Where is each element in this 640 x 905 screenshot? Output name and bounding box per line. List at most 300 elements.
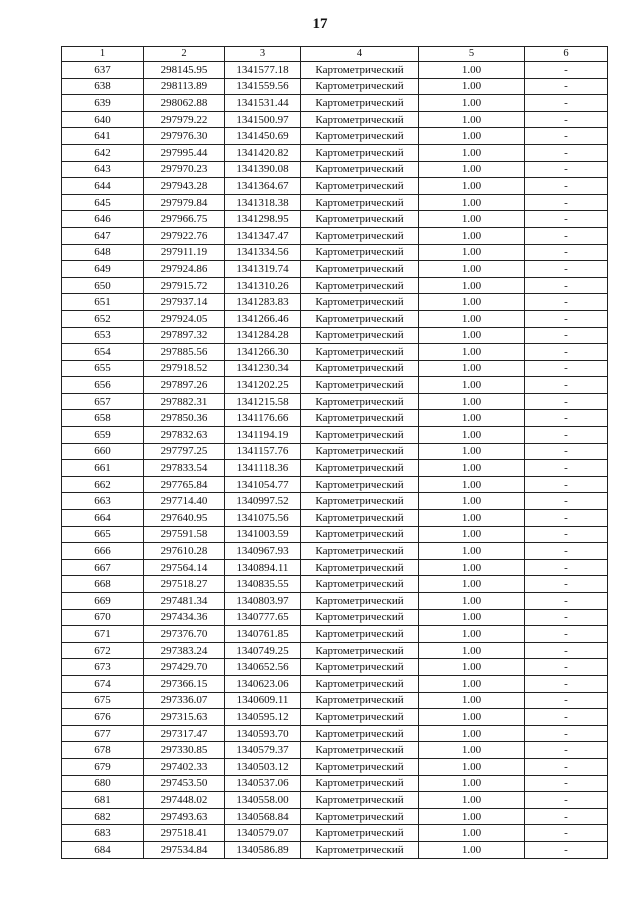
cell-x-coordinate: 297979.22 bbox=[144, 111, 225, 128]
cell-method: Картометрический bbox=[301, 327, 419, 344]
cell-accuracy: 1.00 bbox=[419, 460, 525, 477]
cell-accuracy: 1.00 bbox=[419, 78, 525, 95]
cell-y-coordinate: 1341003.59 bbox=[225, 526, 301, 543]
cell-y-coordinate: 1341500.97 bbox=[225, 111, 301, 128]
table-row bbox=[62, 775, 608, 792]
cell-note: - bbox=[525, 559, 608, 576]
cell-note: - bbox=[525, 841, 608, 858]
cell-accuracy: 1.00 bbox=[419, 559, 525, 576]
cell-point-number: 669 bbox=[62, 593, 144, 610]
cell-note: - bbox=[525, 144, 608, 161]
cell-accuracy: 1.00 bbox=[419, 675, 525, 692]
table-row bbox=[62, 393, 608, 410]
cell-method: Картометрический bbox=[301, 410, 419, 427]
cell-method: Картометрический bbox=[301, 593, 419, 610]
cell-method: Картометрический bbox=[301, 393, 419, 410]
cell-accuracy: 1.00 bbox=[419, 709, 525, 726]
cell-method: Картометрический bbox=[301, 675, 419, 692]
cell-note: - bbox=[525, 493, 608, 510]
cell-y-coordinate: 1341298.95 bbox=[225, 211, 301, 228]
cell-method: Картометрический bbox=[301, 642, 419, 659]
table-row bbox=[62, 78, 608, 95]
cell-x-coordinate: 297918.52 bbox=[144, 360, 225, 377]
cell-point-number: 665 bbox=[62, 526, 144, 543]
cell-method: Картометрический bbox=[301, 659, 419, 676]
cell-point-number: 668 bbox=[62, 576, 144, 593]
table-row bbox=[62, 211, 608, 228]
cell-point-number: 658 bbox=[62, 410, 144, 427]
cell-accuracy: 1.00 bbox=[419, 825, 525, 842]
cell-note: - bbox=[525, 244, 608, 261]
cell-note: - bbox=[525, 294, 608, 311]
cell-method: Картометрический bbox=[301, 443, 419, 460]
cell-x-coordinate: 297317.47 bbox=[144, 725, 225, 742]
coordinates-table bbox=[61, 46, 608, 859]
cell-note: - bbox=[525, 194, 608, 211]
cell-point-number: 667 bbox=[62, 559, 144, 576]
cell-accuracy: 1.00 bbox=[419, 642, 525, 659]
cell-point-number: 679 bbox=[62, 758, 144, 775]
cell-point-number: 644 bbox=[62, 178, 144, 195]
cell-note: - bbox=[525, 277, 608, 294]
cell-note: - bbox=[525, 758, 608, 775]
cell-note: - bbox=[525, 526, 608, 543]
cell-note: - bbox=[525, 377, 608, 394]
table-row bbox=[62, 161, 608, 178]
cell-point-number: 659 bbox=[62, 427, 144, 444]
cell-point-number: 661 bbox=[62, 460, 144, 477]
cell-y-coordinate: 1341230.34 bbox=[225, 360, 301, 377]
cell-note: - bbox=[525, 476, 608, 493]
cell-x-coordinate: 297924.05 bbox=[144, 310, 225, 327]
cell-y-coordinate: 1341157.76 bbox=[225, 443, 301, 460]
cell-y-coordinate: 1340835.55 bbox=[225, 576, 301, 593]
cell-y-coordinate: 1341347.47 bbox=[225, 227, 301, 244]
cell-method: Картометрический bbox=[301, 310, 419, 327]
cell-note: - bbox=[525, 427, 608, 444]
cell-note: - bbox=[525, 642, 608, 659]
cell-method: Картометрический bbox=[301, 526, 419, 543]
cell-point-number: 654 bbox=[62, 344, 144, 361]
table-row bbox=[62, 360, 608, 377]
cell-point-number: 675 bbox=[62, 692, 144, 709]
cell-note: - bbox=[525, 95, 608, 112]
cell-method: Картометрический bbox=[301, 543, 419, 560]
table-row bbox=[62, 559, 608, 576]
cell-y-coordinate: 1341390.08 bbox=[225, 161, 301, 178]
cell-accuracy: 1.00 bbox=[419, 310, 525, 327]
table-row bbox=[62, 626, 608, 643]
cell-method: Картометрический bbox=[301, 742, 419, 759]
cell-note: - bbox=[525, 593, 608, 610]
cell-note: - bbox=[525, 775, 608, 792]
cell-point-number: 650 bbox=[62, 277, 144, 294]
cell-method: Картометрический bbox=[301, 775, 419, 792]
cell-method: Картометрический bbox=[301, 460, 419, 477]
cell-method: Картометрический bbox=[301, 841, 419, 858]
cell-y-coordinate: 1341559.56 bbox=[225, 78, 301, 95]
table-row bbox=[62, 675, 608, 692]
cell-y-coordinate: 1341334.56 bbox=[225, 244, 301, 261]
cell-method: Картометрический bbox=[301, 211, 419, 228]
cell-note: - bbox=[525, 393, 608, 410]
cell-x-coordinate: 297336.07 bbox=[144, 692, 225, 709]
column-header-2: 2 bbox=[144, 47, 225, 62]
table-row bbox=[62, 476, 608, 493]
table-row bbox=[62, 510, 608, 527]
cell-note: - bbox=[525, 344, 608, 361]
cell-method: Картометрический bbox=[301, 725, 419, 742]
table-row bbox=[62, 758, 608, 775]
cell-point-number: 662 bbox=[62, 476, 144, 493]
cell-x-coordinate: 297976.30 bbox=[144, 128, 225, 145]
cell-note: - bbox=[525, 161, 608, 178]
table-row bbox=[62, 609, 608, 626]
cell-note: - bbox=[525, 792, 608, 809]
cell-method: Картометрический bbox=[301, 344, 419, 361]
cell-y-coordinate: 1341318.38 bbox=[225, 194, 301, 211]
cell-note: - bbox=[525, 62, 608, 79]
table-row bbox=[62, 427, 608, 444]
cell-y-coordinate: 1340579.07 bbox=[225, 825, 301, 842]
cell-y-coordinate: 1340568.84 bbox=[225, 808, 301, 825]
cell-note: - bbox=[525, 510, 608, 527]
cell-y-coordinate: 1341118.36 bbox=[225, 460, 301, 477]
cell-y-coordinate: 1340803.97 bbox=[225, 593, 301, 610]
cell-accuracy: 1.00 bbox=[419, 792, 525, 809]
cell-accuracy: 1.00 bbox=[419, 294, 525, 311]
cell-accuracy: 1.00 bbox=[419, 277, 525, 294]
cell-y-coordinate: 1340997.52 bbox=[225, 493, 301, 510]
cell-x-coordinate: 297979.84 bbox=[144, 194, 225, 211]
cell-method: Картометрический bbox=[301, 227, 419, 244]
cell-x-coordinate: 297640.95 bbox=[144, 510, 225, 527]
cell-accuracy: 1.00 bbox=[419, 377, 525, 394]
cell-accuracy: 1.00 bbox=[419, 360, 525, 377]
cell-y-coordinate: 1341176.66 bbox=[225, 410, 301, 427]
cell-point-number: 648 bbox=[62, 244, 144, 261]
cell-method: Картометрический bbox=[301, 709, 419, 726]
table-row bbox=[62, 725, 608, 742]
column-header-4: 4 bbox=[301, 47, 419, 62]
cell-accuracy: 1.00 bbox=[419, 227, 525, 244]
cell-y-coordinate: 1341075.56 bbox=[225, 510, 301, 527]
cell-accuracy: 1.00 bbox=[419, 244, 525, 261]
cell-method: Картометрический bbox=[301, 377, 419, 394]
table-row bbox=[62, 742, 608, 759]
cell-y-coordinate: 1341364.67 bbox=[225, 178, 301, 195]
cell-accuracy: 1.00 bbox=[419, 161, 525, 178]
table-row bbox=[62, 576, 608, 593]
cell-x-coordinate: 297714.40 bbox=[144, 493, 225, 510]
table-row bbox=[62, 642, 608, 659]
table-row bbox=[62, 841, 608, 858]
table-row bbox=[62, 443, 608, 460]
cell-point-number: 651 bbox=[62, 294, 144, 311]
cell-note: - bbox=[525, 227, 608, 244]
cell-method: Картометрический bbox=[301, 244, 419, 261]
cell-x-coordinate: 297970.23 bbox=[144, 161, 225, 178]
cell-x-coordinate: 297402.33 bbox=[144, 758, 225, 775]
cell-method: Картометрический bbox=[301, 692, 419, 709]
cell-method: Картометрический bbox=[301, 792, 419, 809]
cell-point-number: 637 bbox=[62, 62, 144, 79]
cell-accuracy: 1.00 bbox=[419, 62, 525, 79]
table-row bbox=[62, 244, 608, 261]
cell-y-coordinate: 1341310.26 bbox=[225, 277, 301, 294]
column-header-3: 3 bbox=[225, 47, 301, 62]
column-header-1: 1 bbox=[62, 47, 144, 62]
cell-x-coordinate: 298113.89 bbox=[144, 78, 225, 95]
cell-x-coordinate: 297937.14 bbox=[144, 294, 225, 311]
cell-note: - bbox=[525, 460, 608, 477]
cell-y-coordinate: 1340777.65 bbox=[225, 609, 301, 626]
cell-note: - bbox=[525, 360, 608, 377]
cell-x-coordinate: 297434.36 bbox=[144, 609, 225, 626]
cell-y-coordinate: 1340586.89 bbox=[225, 841, 301, 858]
cell-accuracy: 1.00 bbox=[419, 543, 525, 560]
cell-method: Картометрический bbox=[301, 128, 419, 145]
cell-point-number: 670 bbox=[62, 609, 144, 626]
cell-note: - bbox=[525, 725, 608, 742]
cell-accuracy: 1.00 bbox=[419, 593, 525, 610]
cell-point-number: 639 bbox=[62, 95, 144, 112]
cell-note: - bbox=[525, 78, 608, 95]
table-row bbox=[62, 261, 608, 278]
cell-note: - bbox=[525, 692, 608, 709]
page-number: 17 bbox=[312, 16, 328, 32]
cell-note: - bbox=[525, 310, 608, 327]
table-row bbox=[62, 344, 608, 361]
cell-y-coordinate: 1340593.70 bbox=[225, 725, 301, 742]
table-row bbox=[62, 526, 608, 543]
cell-method: Картометрический bbox=[301, 294, 419, 311]
cell-x-coordinate: 297591.58 bbox=[144, 526, 225, 543]
cell-x-coordinate: 297481.34 bbox=[144, 593, 225, 610]
cell-x-coordinate: 297315.63 bbox=[144, 709, 225, 726]
cell-note: - bbox=[525, 825, 608, 842]
table-row bbox=[62, 692, 608, 709]
cell-note: - bbox=[525, 261, 608, 278]
cell-note: - bbox=[525, 626, 608, 643]
cell-y-coordinate: 1341450.69 bbox=[225, 128, 301, 145]
table-row bbox=[62, 709, 608, 726]
cell-accuracy: 1.00 bbox=[419, 261, 525, 278]
cell-accuracy: 1.00 bbox=[419, 144, 525, 161]
column-header-5: 5 bbox=[419, 47, 525, 62]
cell-y-coordinate: 1340579.37 bbox=[225, 742, 301, 759]
cell-accuracy: 1.00 bbox=[419, 758, 525, 775]
cell-x-coordinate: 297610.28 bbox=[144, 543, 225, 560]
cell-note: - bbox=[525, 742, 608, 759]
cell-note: - bbox=[525, 675, 608, 692]
table-row bbox=[62, 310, 608, 327]
cell-accuracy: 1.00 bbox=[419, 344, 525, 361]
cell-x-coordinate: 297765.84 bbox=[144, 476, 225, 493]
cell-point-number: 671 bbox=[62, 626, 144, 643]
cell-point-number: 676 bbox=[62, 709, 144, 726]
cell-x-coordinate: 297995.44 bbox=[144, 144, 225, 161]
cell-method: Картометрический bbox=[301, 95, 419, 112]
table-row bbox=[62, 62, 608, 79]
cell-y-coordinate: 1340558.00 bbox=[225, 792, 301, 809]
cell-point-number: 656 bbox=[62, 377, 144, 394]
cell-note: - bbox=[525, 609, 608, 626]
cell-point-number: 653 bbox=[62, 327, 144, 344]
cell-point-number: 660 bbox=[62, 443, 144, 460]
cell-point-number: 652 bbox=[62, 310, 144, 327]
cell-method: Картометрический bbox=[301, 476, 419, 493]
cell-method: Картометрический bbox=[301, 111, 419, 128]
cell-point-number: 684 bbox=[62, 841, 144, 858]
cell-note: - bbox=[525, 709, 608, 726]
cell-method: Картометрический bbox=[301, 161, 419, 178]
table-row bbox=[62, 792, 608, 809]
cell-point-number: 657 bbox=[62, 393, 144, 410]
cell-x-coordinate: 297564.14 bbox=[144, 559, 225, 576]
cell-y-coordinate: 1340537.06 bbox=[225, 775, 301, 792]
table-row bbox=[62, 377, 608, 394]
cell-point-number: 649 bbox=[62, 261, 144, 278]
table-row bbox=[62, 95, 608, 112]
cell-y-coordinate: 1340609.11 bbox=[225, 692, 301, 709]
cell-note: - bbox=[525, 659, 608, 676]
cell-y-coordinate: 1341531.44 bbox=[225, 95, 301, 112]
cell-x-coordinate: 297966.75 bbox=[144, 211, 225, 228]
cell-x-coordinate: 297493.63 bbox=[144, 808, 225, 825]
cell-note: - bbox=[525, 576, 608, 593]
cell-method: Картометрический bbox=[301, 825, 419, 842]
cell-y-coordinate: 1340652.56 bbox=[225, 659, 301, 676]
table-row bbox=[62, 410, 608, 427]
cell-point-number: 683 bbox=[62, 825, 144, 842]
cell-note: - bbox=[525, 178, 608, 195]
cell-accuracy: 1.00 bbox=[419, 178, 525, 195]
cell-accuracy: 1.00 bbox=[419, 576, 525, 593]
table-row bbox=[62, 825, 608, 842]
cell-accuracy: 1.00 bbox=[419, 692, 525, 709]
cell-accuracy: 1.00 bbox=[419, 410, 525, 427]
cell-method: Картометрический bbox=[301, 758, 419, 775]
cell-y-coordinate: 1340503.12 bbox=[225, 758, 301, 775]
header-row bbox=[62, 47, 608, 62]
cell-y-coordinate: 1341054.77 bbox=[225, 476, 301, 493]
table-row bbox=[62, 808, 608, 825]
cell-accuracy: 1.00 bbox=[419, 427, 525, 444]
cell-accuracy: 1.00 bbox=[419, 510, 525, 527]
cell-note: - bbox=[525, 410, 608, 427]
cell-point-number: 677 bbox=[62, 725, 144, 742]
cell-method: Картометрический bbox=[301, 78, 419, 95]
table-row bbox=[62, 543, 608, 560]
cell-method: Картометрический bbox=[301, 277, 419, 294]
cell-method: Картометрический bbox=[301, 427, 419, 444]
cell-accuracy: 1.00 bbox=[419, 841, 525, 858]
cell-accuracy: 1.00 bbox=[419, 476, 525, 493]
cell-y-coordinate: 1341319.74 bbox=[225, 261, 301, 278]
table-row bbox=[62, 659, 608, 676]
cell-x-coordinate: 297330.85 bbox=[144, 742, 225, 759]
cell-x-coordinate: 297383.24 bbox=[144, 642, 225, 659]
cell-note: - bbox=[525, 128, 608, 145]
cell-x-coordinate: 297943.28 bbox=[144, 178, 225, 195]
cell-method: Картометрический bbox=[301, 194, 419, 211]
table-row bbox=[62, 227, 608, 244]
cell-method: Картометрический bbox=[301, 144, 419, 161]
cell-point-number: 643 bbox=[62, 161, 144, 178]
cell-point-number: 681 bbox=[62, 792, 144, 809]
cell-point-number: 680 bbox=[62, 775, 144, 792]
cell-accuracy: 1.00 bbox=[419, 443, 525, 460]
table-body bbox=[62, 62, 608, 859]
cell-point-number: 645 bbox=[62, 194, 144, 211]
cell-x-coordinate: 297448.02 bbox=[144, 792, 225, 809]
cell-point-number: 640 bbox=[62, 111, 144, 128]
table-row bbox=[62, 493, 608, 510]
cell-point-number: 642 bbox=[62, 144, 144, 161]
cell-x-coordinate: 298145.95 bbox=[144, 62, 225, 79]
cell-point-number: 638 bbox=[62, 78, 144, 95]
cell-accuracy: 1.00 bbox=[419, 725, 525, 742]
cell-note: - bbox=[525, 543, 608, 560]
cell-x-coordinate: 297924.86 bbox=[144, 261, 225, 278]
cell-x-coordinate: 297518.41 bbox=[144, 825, 225, 842]
cell-point-number: 646 bbox=[62, 211, 144, 228]
cell-x-coordinate: 297518.27 bbox=[144, 576, 225, 593]
cell-x-coordinate: 297832.63 bbox=[144, 427, 225, 444]
cell-point-number: 678 bbox=[62, 742, 144, 759]
cell-x-coordinate: 297797.25 bbox=[144, 443, 225, 460]
cell-accuracy: 1.00 bbox=[419, 808, 525, 825]
cell-note: - bbox=[525, 211, 608, 228]
table-row bbox=[62, 128, 608, 145]
cell-y-coordinate: 1341194.19 bbox=[225, 427, 301, 444]
cell-method: Картометрический bbox=[301, 808, 419, 825]
cell-note: - bbox=[525, 327, 608, 344]
cell-accuracy: 1.00 bbox=[419, 128, 525, 145]
cell-accuracy: 1.00 bbox=[419, 211, 525, 228]
cell-x-coordinate: 297915.72 bbox=[144, 277, 225, 294]
cell-method: Картометрический bbox=[301, 62, 419, 79]
table-row bbox=[62, 327, 608, 344]
cell-y-coordinate: 1341202.25 bbox=[225, 377, 301, 394]
cell-point-number: 663 bbox=[62, 493, 144, 510]
cell-y-coordinate: 1341215.58 bbox=[225, 393, 301, 410]
cell-note: - bbox=[525, 443, 608, 460]
cell-method: Картометрический bbox=[301, 626, 419, 643]
cell-y-coordinate: 1341266.30 bbox=[225, 344, 301, 361]
cell-method: Картометрический bbox=[301, 609, 419, 626]
cell-x-coordinate: 297885.56 bbox=[144, 344, 225, 361]
cell-point-number: 674 bbox=[62, 675, 144, 692]
cell-y-coordinate: 1341266.46 bbox=[225, 310, 301, 327]
cell-point-number: 647 bbox=[62, 227, 144, 244]
cell-x-coordinate: 297833.54 bbox=[144, 460, 225, 477]
cell-method: Картометрический bbox=[301, 360, 419, 377]
cell-point-number: 682 bbox=[62, 808, 144, 825]
cell-y-coordinate: 1341577.18 bbox=[225, 62, 301, 79]
cell-method: Картометрический bbox=[301, 178, 419, 195]
cell-x-coordinate: 297911.19 bbox=[144, 244, 225, 261]
column-header-6: 6 bbox=[525, 47, 608, 62]
cell-y-coordinate: 1340623.06 bbox=[225, 675, 301, 692]
table-row bbox=[62, 194, 608, 211]
cell-point-number: 673 bbox=[62, 659, 144, 676]
cell-accuracy: 1.00 bbox=[419, 659, 525, 676]
cell-point-number: 664 bbox=[62, 510, 144, 527]
cell-x-coordinate: 297882.31 bbox=[144, 393, 225, 410]
cell-method: Картометрический bbox=[301, 493, 419, 510]
